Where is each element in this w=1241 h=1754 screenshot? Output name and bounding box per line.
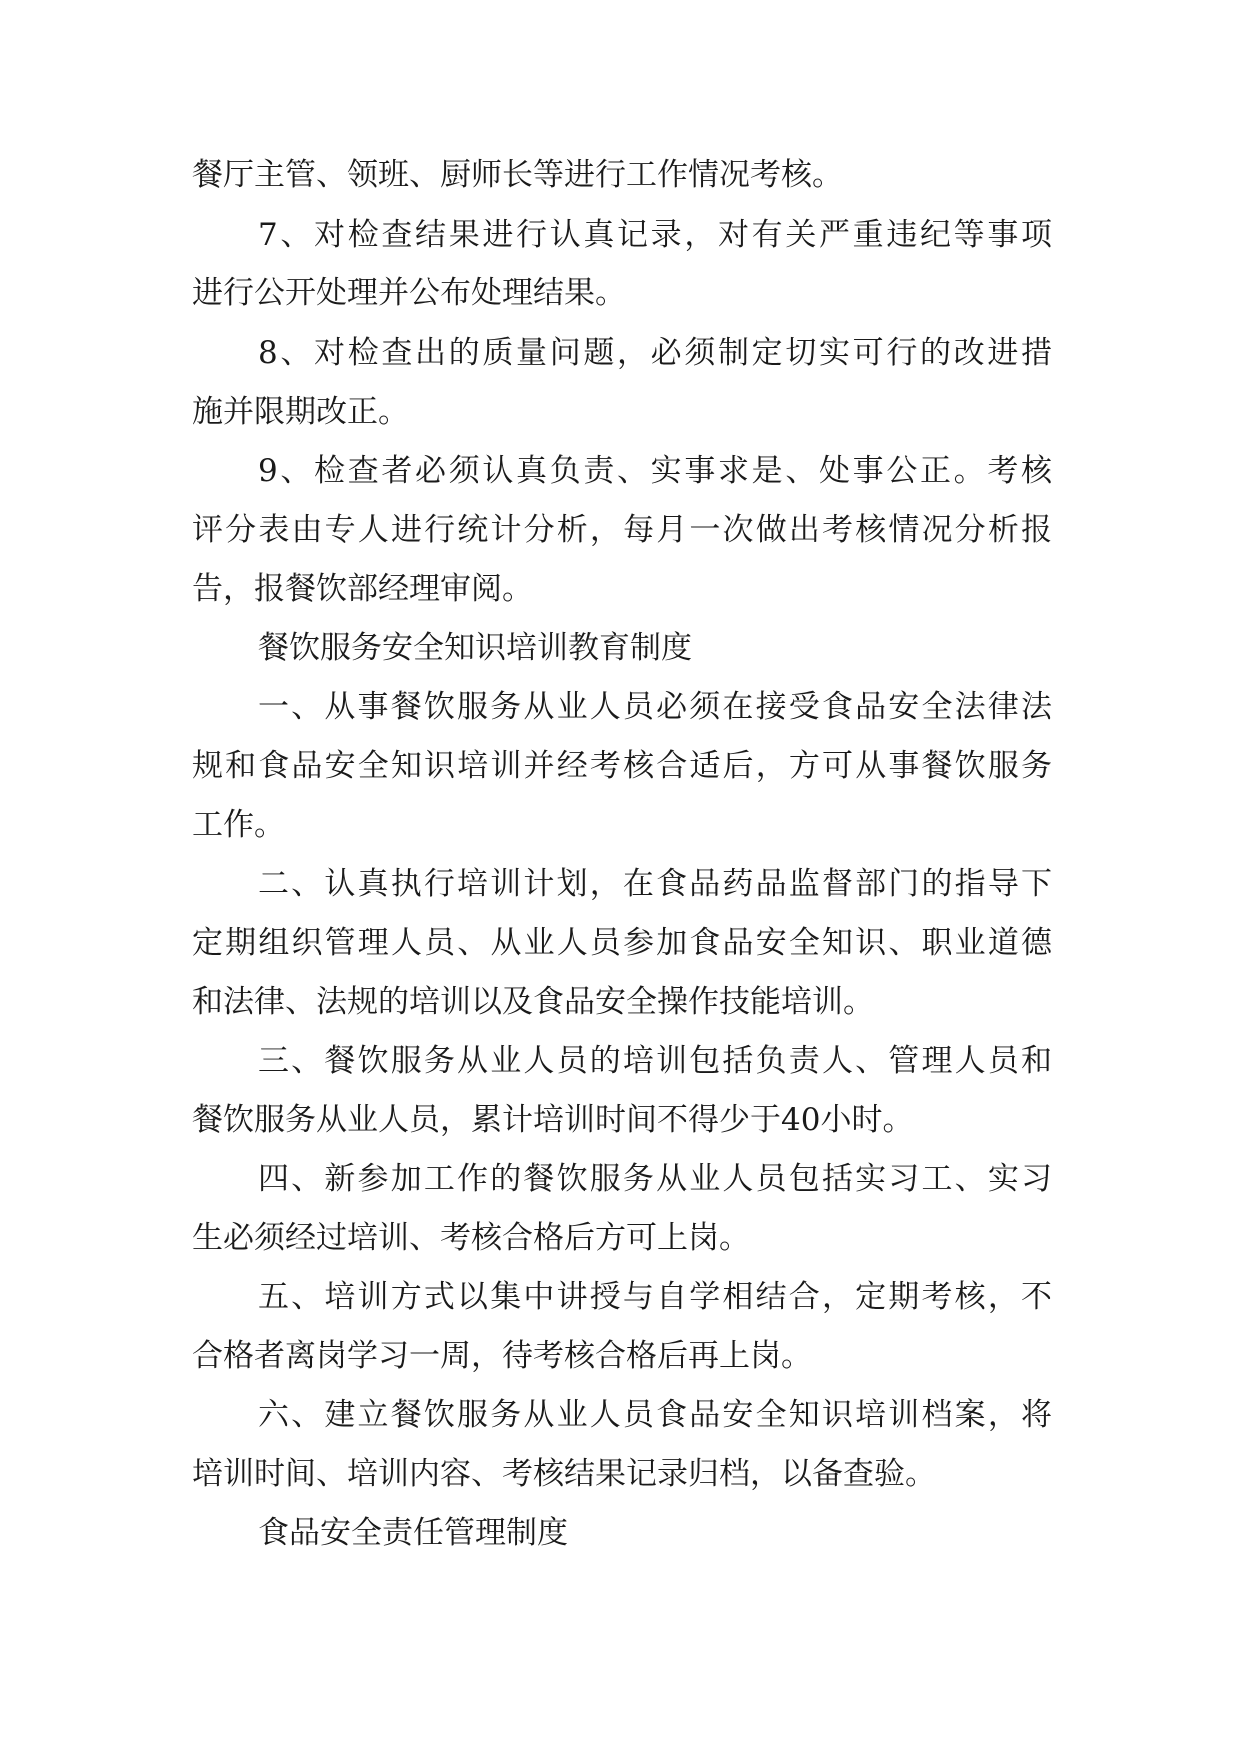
text-line: 工作。 bbox=[192, 807, 285, 843]
text-line: 告，报餐饮部经理审阅。 bbox=[192, 571, 533, 607]
text-line: 餐饮服务从业人员，累计培训时间不得少于40小时。 bbox=[192, 1102, 914, 1138]
text-line: 合格者离岗学习一周，待考核合格后再上岗。 bbox=[192, 1338, 812, 1374]
section-heading: 餐饮服务安全知识培训教育制度 bbox=[258, 630, 692, 666]
section-heading: 食品安全责任管理制度 bbox=[258, 1515, 568, 1551]
text-line: 施并限期改正。 bbox=[192, 394, 409, 430]
text-line: 8、对检查出的质量问题，必须制定切实可行的改进措 bbox=[258, 335, 1052, 371]
text-line: 进行公开处理并公布处理结果。 bbox=[192, 275, 626, 311]
text-line: 二、认真执行培训计划，在食品药品监督部门的指导下 bbox=[258, 866, 1052, 902]
text-line: 规和食品安全知识培训并经考核合适后，方可从事餐饮服务 bbox=[192, 748, 1052, 784]
text-line: 四、新参加工作的餐饮服务从业人员包括实习工、实习 bbox=[258, 1161, 1052, 1197]
text-line: 和法律、法规的培训以及食品安全操作技能培训。 bbox=[192, 984, 874, 1020]
text-line: 五、培训方式以集中讲授与自学相结合，定期考核，不 bbox=[258, 1279, 1052, 1315]
text-line: 餐厅主管、领班、厨师长等进行工作情况考核。 bbox=[192, 157, 843, 193]
text-line: 培训时间、培训内容、考核结果记录归档，以备查验。 bbox=[192, 1456, 936, 1492]
text-line: 评分表由专人进行统计分析，每月一次做出考核情况分析报 bbox=[192, 512, 1052, 548]
text-line: 一、从事餐饮服务从业人员必须在接受食品安全法律法 bbox=[258, 689, 1052, 725]
text-line: 7、对检查结果进行认真记录，对有关严重违纪等事项 bbox=[258, 217, 1052, 253]
text-line: 三、餐饮服务从业人员的培训包括负责人、管理人员和 bbox=[258, 1043, 1052, 1079]
text-line: 定期组织管理人员、从业人员参加食品安全知识、职业道德 bbox=[192, 925, 1052, 961]
text-line: 生必须经过培训、考核合格后方可上岗。 bbox=[192, 1220, 750, 1256]
text-line: 六、建立餐饮服务从业人员食品安全知识培训档案，将 bbox=[258, 1397, 1052, 1433]
text-line: 9、检查者必须认真负责、实事求是、处事公正。考核 bbox=[258, 453, 1052, 489]
